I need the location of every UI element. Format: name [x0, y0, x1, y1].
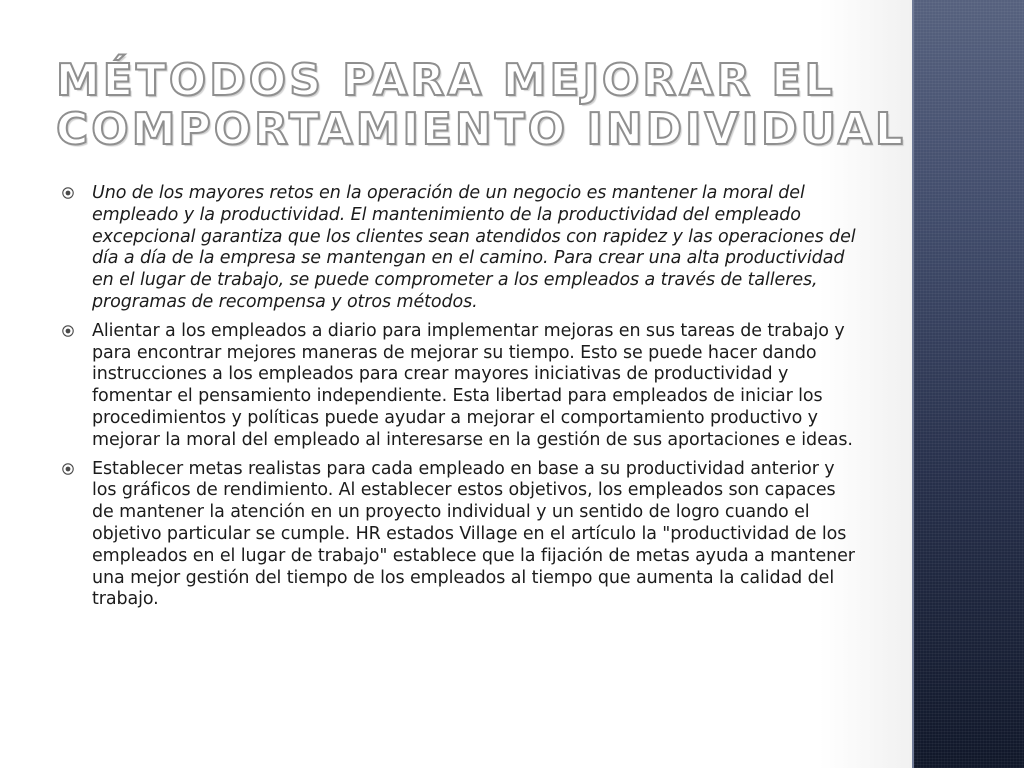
circle-target-icon — [62, 187, 74, 199]
slide-title-line-2: COMPORTAMIENTO INDIVIDUAL — [56, 104, 906, 155]
decorative-side-band — [912, 0, 1024, 768]
circle-target-icon — [62, 325, 74, 337]
slide-title-line-1: MÉTODOS PARA MEJORAR EL — [56, 55, 836, 106]
bullet-item-3 — [62, 459, 862, 612]
bullet-text-1: Uno de los mayores retos en la operación de un negocio es mantener la moral del empleado y la productividad. El mantenimiento de la productividad del empleado excepcional garantiza que los clientes sean atendidos con rapidez y las operaciones del día a día de la empresa se mantengan en el camino. Para crear una alta productividad en el lugar de trabajo, se puede comprometer a los empleados a través de talleres, programas de recompensa y otros métodos. — [92, 183, 856, 312]
bullet-text-2: Alientar a los empleados a diario para implementar mejoras en sus tareas de trabajo y para encontrar mejores maneras de mejorar su tiempo. Esto se puede hacer dando instrucciones a los empleados para crear mayores iniciativas de productividad y fomentar el pensamiento independiente. Esta libertad para empleados de iniciar los procedimientos y políticas puede ayudar a mejorar el comportamiento productivo y mejorar la moral del empleado al interesarse en la gestión de sus aportaciones e ideas. — [92, 320, 853, 450]
bullet-item-2 — [62, 321, 862, 452]
circle-target-icon — [62, 463, 74, 475]
bullet-text-3: Establecer metas realistas para cada empleado en base a su productividad anterior y los gráficos de rendimiento. Al establecer estos objetivos, los empleados son capaces de mantener la atención en un proyecto individual y un sentido de logro cuando el objetivo particular se cumple. HR estados Village en el artículo la "productividad de los empleados en el lugar de trabajo" establece que la fijación de metas ayuda a mantener una mejor gestión del tiempo de los empleados al tiempo que aumenta la calidad del trabajo. — [92, 458, 855, 610]
slide-title — [56, 55, 906, 155]
bullet-list — [62, 183, 862, 618]
bullet-item-1 — [62, 183, 862, 314]
